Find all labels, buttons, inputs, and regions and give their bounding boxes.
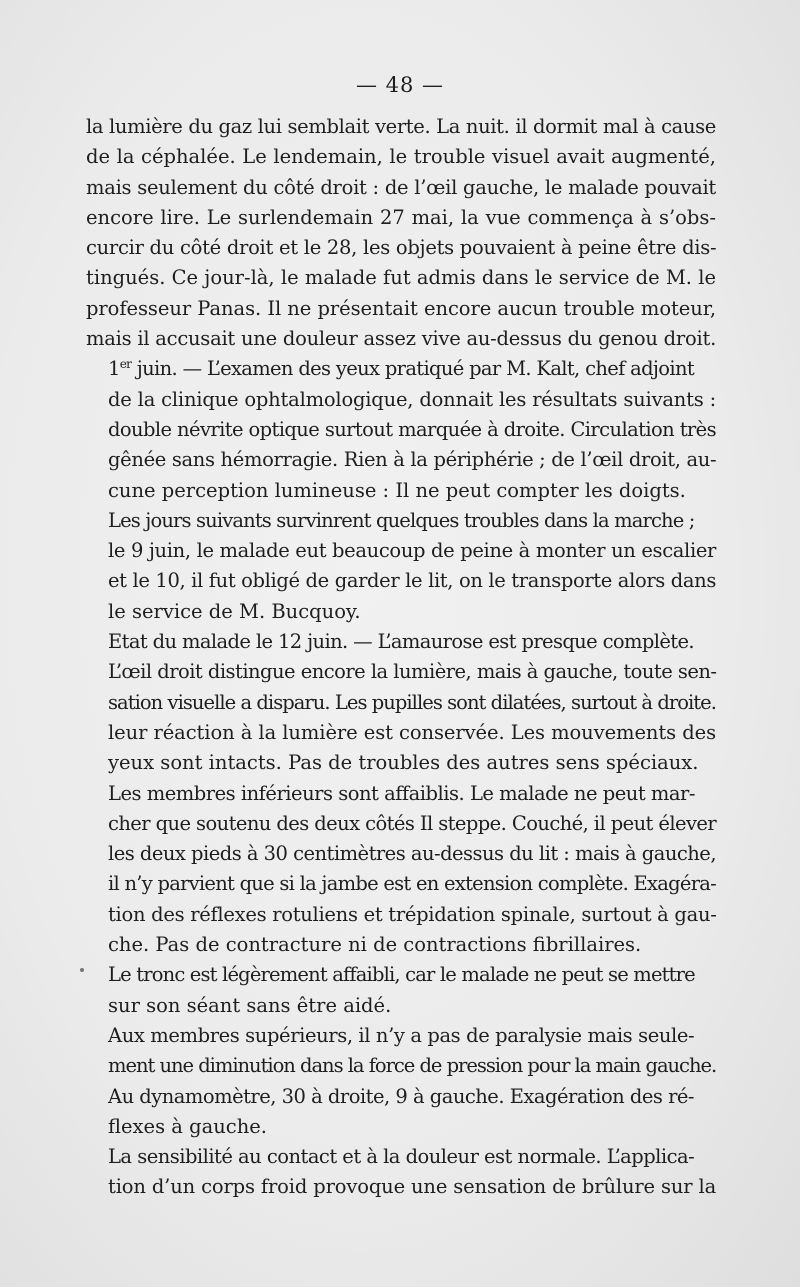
paragraph: [86, 506, 716, 627]
paragraph: [86, 779, 716, 961]
text-line: [86, 354, 694, 384]
paragraph: [86, 112, 716, 354]
text-line: tingués. Ce jour-là, le malade fut admis dans le service de M. le: [86, 266, 716, 290]
paragraph: [86, 1082, 716, 1143]
text-line: gênée sans hémorragie. Rien à la périphérie ; de l’œil droit, au-: [108, 448, 717, 472]
text-line: de la céphalée. Le lendemain, le trouble visuel avait augmenté,: [86, 145, 716, 169]
date-ordinal: 1: [108, 357, 120, 381]
paragraph: [86, 960, 716, 1021]
text-line: L’œil droit distingue encore la lumière, mais à gauche, toute sen-: [108, 660, 717, 684]
text-line: La sensibilité au contact et à la douleur est normale. L’applica-: [108, 1145, 695, 1169]
text-line: double névrite optique surtout marquée à droite. Circulation très: [108, 417, 716, 441]
page-number: — 48 —: [355, 73, 445, 97]
stray-mark: [80, 968, 84, 972]
text-line: le 9 juin, le malade eut beaucoup de peine à monter un escalier: [108, 539, 716, 563]
text-line: mais seulement du côté droit : de l’œil gauche, le malade pouvait: [86, 175, 716, 199]
paragraph: [86, 1142, 716, 1203]
text-line: de la clinique ophtalmologique, donnait les résultats suivants :: [108, 387, 716, 411]
text-line: Aux membres supérieurs, il n’y a pas de paralysie mais seule-: [108, 1023, 695, 1047]
text-line: Les jours suivants survinrent quelques troubles dans la marche ;: [108, 508, 695, 532]
text-line: sur son séant sans être aidé.: [108, 993, 392, 1017]
ordinal-suffix: er: [119, 357, 132, 372]
paragraph: [86, 627, 716, 778]
text-line: mais il accusait une douleur assez vive au-dessus du genou droit.: [86, 327, 717, 351]
text-line: le service de M. Bucquoy.: [108, 599, 361, 623]
text-line: Etat du malade le 12 juin. — L’amaurose est presque complète.: [108, 630, 694, 654]
body-text: [86, 112, 716, 1203]
paragraph: [86, 1021, 716, 1082]
text-line: encore lire. Le surlendemain 27 mai, la vue commença à s’obs-: [86, 205, 716, 229]
text-line: Au dynamomètre, 30 à droite, 9 à gauche. Exagération des ré-: [108, 1084, 694, 1108]
text-line: la lumière du gaz lui semblait verte. La nuit. il dormit mal à cause: [86, 115, 716, 138]
text-line: yeux sont intacts. Pas de troubles des autres sens spéciaux.: [108, 751, 699, 775]
text-line: Les membres inférieurs sont affaiblis. Le malade ne peut mar-: [108, 781, 695, 805]
text-line: curcir du côté droit et le 28, les objets pouvaient à peine être dis-: [86, 236, 717, 260]
text-line: cune perception lumineuse : Il ne peut compter les doigts.: [108, 478, 686, 502]
text-line: professeur Panas. Il ne présentait encore aucun trouble moteur,: [86, 296, 716, 320]
text-line: tion des réflexes rotuliens et trépidation spinale, surtout à gau-: [108, 902, 717, 926]
paragraph: [86, 354, 716, 505]
text-line: che. Pas de contracture ni de contractions fibrillaires.: [108, 933, 642, 957]
text-line: cher que soutenu des deux côtés Il steppe. Couché, il peut élever: [108, 811, 717, 835]
text-line: il n’y parvient que si la jambe est en extension complète. Exagéra-: [108, 872, 716, 896]
text-line: sation visuelle a disparu. Les pupilles sont dilatées, surtout à droite.: [108, 690, 716, 714]
text-line: ment une diminution dans la force de pression pour la main gauche.: [108, 1054, 717, 1078]
text-line: les deux pieds à 30 centimètres au-dessus du lit : mais à gauche,: [108, 842, 716, 866]
text-line: tion d’un corps froid provoque une sensation de brûlure sur la: [108, 1175, 717, 1199]
text-line: et le 10, il fut obligé de garder le lit, on le transporte alors dans: [108, 569, 716, 593]
text-line: flexes à gauche.: [108, 1114, 267, 1138]
text-line: leur réaction à la lumière est conservée. Les mouvements des: [108, 720, 716, 744]
line-rest: juin. — L’examen des yeux pratiqué par M. Kalt, chef adjoint: [131, 357, 694, 381]
text-line: Le tronc est légèrement affaibli, car le malade ne peut se mettre: [108, 963, 695, 987]
